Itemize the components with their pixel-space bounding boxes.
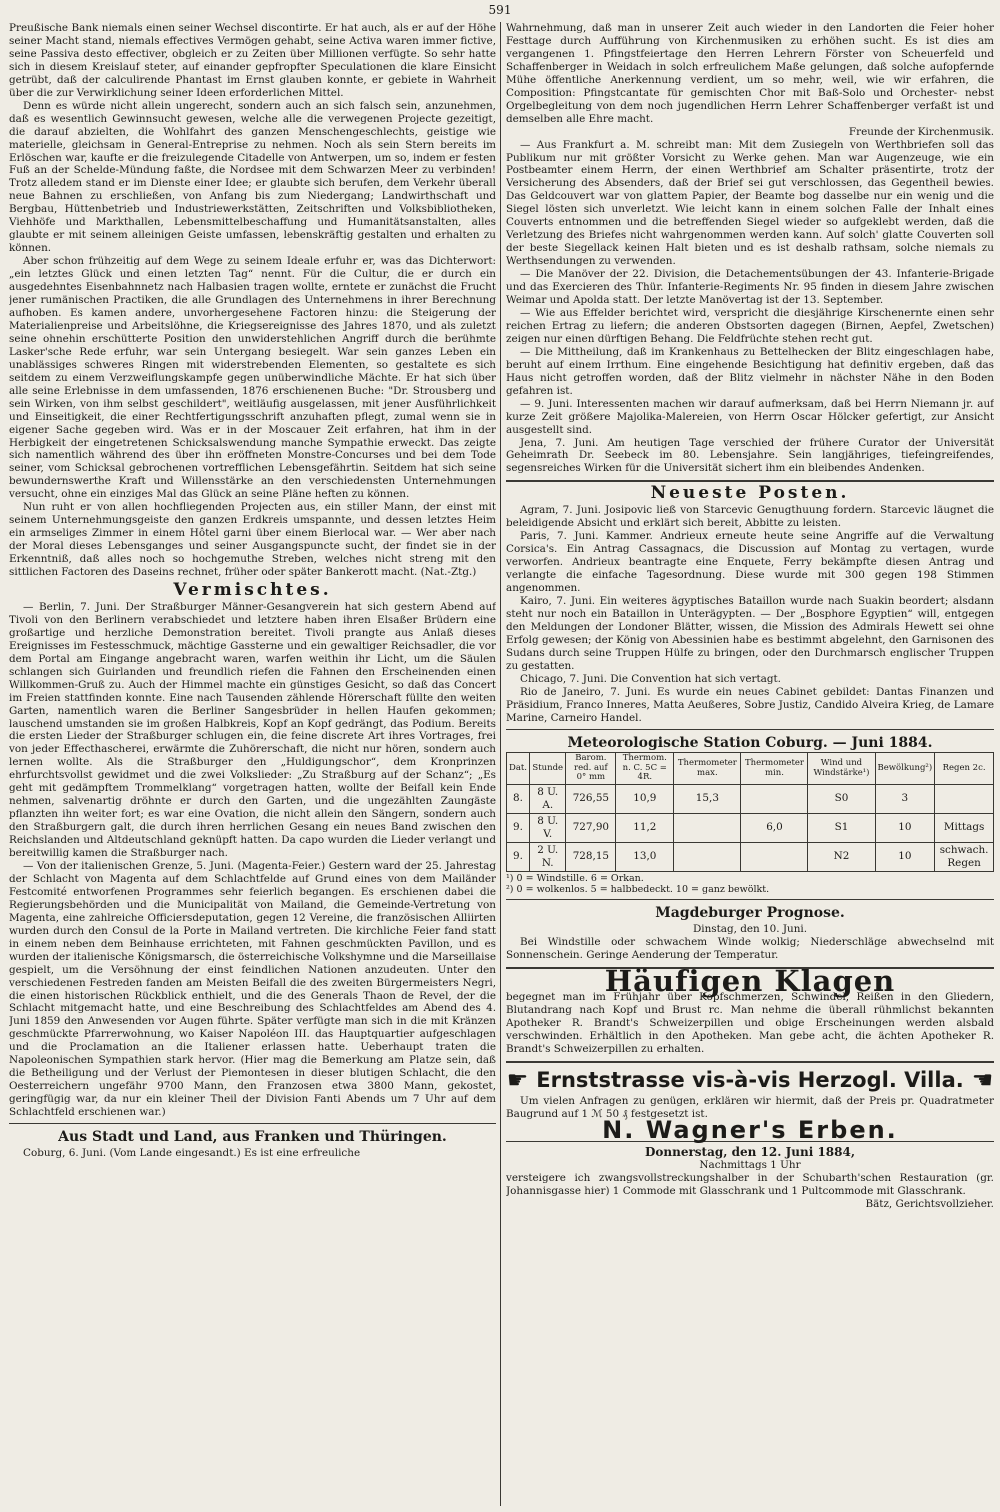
divider (506, 480, 994, 482)
auction-date: Donnerstag, den 12. Juni 1884, (644, 1145, 856, 1160)
prognose-heading: Magdeburger Prognose. (655, 904, 845, 921)
column-header: Barom. red. auf 0° mm (566, 753, 616, 785)
news-item: Coburg, 6. Juni. (Vom Lande eingesandt.) Es ist eine erfreuliche (23, 1147, 361, 1160)
news-item: Chicago, 7. Juni. Die Convention hat sich vertagt. (520, 672, 781, 685)
weather-note: ²) 0 = wolkenlos. 5 = halbbedeckt. 10 = ganz bewölkt. (506, 883, 770, 895)
table-cell: 15,3 (674, 784, 741, 813)
column-header: Thermometer max. (674, 753, 741, 785)
article-paragraph: Preußische Bank niemals einen seiner Wechsel discontirte. Er hat auch, als er auf der Höhe seiner Macht stand, niemals effectives Vermögen gehabt, seine Activa waren immer fictive, seine Passiva desto effectiver, obgleich er zu Zeiten über Millionen verfügte. So sehr hatte sich in diesem Kreislauf steter, auf einander gepfropfter Speculationen die klare Einsicht getrübt, daß der calculirende Phantast im Ernst glauben konnte, er gebiete in Wahrheit über die zur Verwirklichung seiner Ideen erforderlichen Mittel. (9, 22, 496, 99)
table-cell: 11,2 (616, 813, 674, 842)
table-cell: 726,55 (566, 784, 616, 813)
news-item: — Von der italienischen Grenze, 5. Juni. (Magenta-Feier.) Gestern ward der 25. Jahrestag der Schlacht von Magenta auf dem Schlachtfelde auf Grund eines von dem Mailänder Festcomité entworfenen Programmes sehr feierlich begangen. Es erschienen dabei die Regierungsbehörden und die Municipalität von Mailand, die Gemeinde-Vertretung von Magenta, eine zahlreiche Officiersdeputation, gegen 12 Vereine, die französischen Alliirten wurden durch den Consul de la Porte in Mailand vertreten. Die kirchliche Feier fand statt in einem neben dem Beinhause errichteten, mit Fahnen geschmückten Pavillon, und es wurden der italienische Königsmarsch, die österreichische Volkshymne und die Marseillaise gespielt, um die Versöhnung der einst feindlichen Nationen anzudeuten. Unter den verschiedenen Festreden fanden am Meisten Beifall die des zweiten Bürgermeisters Negri, die einen historischen Rückblick enthielt, und die des Generals Thaon de Revel, der die Schlacht mitgemacht hatte, und eine Beschreibung des Schlachtfeldes am Abend des 4. Juni 1859 den Anwesenden vor Augen führte. Später verfügte man sich in die mit Kränzen geschmückte Pfarrerwohnung, wo Kaiser Napoléon III. das Hauptquartier aufgeschlagen und die Proclamation an die Italiener erlassen hatte. Ueberhaupt traten die Napoleonischen Sympathien stark hervor. (Hier mag die Bemerkung am Platze sein, daß die Betheiligung und der Verlust der Piemontesen in dieser blutigen Schlacht, die den Oesterreichern ungefähr 9700 Mann, den Franzosen etwa 3800 Mann, gekostet, geringfügig war, da nur ein kleiner Theil der Division Fanti Abends um 7 Uhr auf dem Schlachtfeld erschienen war.) (9, 860, 496, 1119)
news-item: — 9. Juni. Interessenten machen wir darauf aufmerksam, daß bei Herrn Niemann jr. auf kurze Zeit größere Majolika-Malereien, von Herrn Oscar Hölcker gefertigt, zur Ansicht ausgestellt sind. (506, 397, 994, 436)
column-header: Dat. (507, 753, 530, 785)
table-cell: 10,9 (616, 784, 674, 813)
table-cell: 8 U. V. (530, 813, 566, 842)
ad-headline-klagen: Häufigen Klagen (604, 963, 896, 998)
table-cell: S0 (808, 784, 875, 813)
divider (506, 899, 994, 900)
ad-headline-ernststrasse: Ernststrasse vis-à-vis Herzogl. Villa. (536, 1067, 964, 1092)
article-paragraph: Denn es würde nicht allein ungerecht, sondern auch an sich falsch sein, anzunehmen, daß es wesentlich Gewinnsucht gewesen, welche alle die verwegenen Projecte gezeitigt, die darauf abzielten, die Wohlfahrt des ganzen Menschengeschlechts, geistige wie materielle, gleichsam in General-Entreprise zu nehmen. Noch als sein Stern bereits im Erlöschen war, kaufte er die freizulegende Citadelle von Antwerpen, um so, indem er festen Fuß an der Schelde-Mündung faßte, die Nordsee mit dem Schwarzen Meer zu verbinden! Trotz alledem stand er im Dienste einer Idee; er glaubte sich berufen, dem Verkehr überall neue Bahnen zu erschließen, von Anfang bis zum Niedergang; Landwirthschaft und Bergbau, Hüttenbetrieb und Industriewerkstätten, Zeitschriften und Volksbibliotheken, Viehhöfe und Markthallen, Lebensmittelbeschaffung und Humanitätsanstalten, alles glaubte er mit seinem alleinigen Geiste umfassen, lebenskräftig gestalten und erhalten zu können. (9, 99, 496, 255)
table-cell: 9. (507, 813, 530, 842)
column-rule (500, 22, 501, 1506)
ad-text: begegnet man im Frühjahr über Kopfschmerzen, Schwindel, Reißen in den Gliedern, Blutandrang nach Kopf und Brust rc. Man nehme die überall rühmlichst bekannten Apotheker R. Brandt's Schweizerpillen und obige Erscheinungen werden alsbald verschwinden. Erhältlich in den Apotheken. Man gebe acht, die ächten Apotheker R. Brandt's Schweizerpillen zu erhalten. (506, 991, 994, 1056)
ad-text: Um vielen Anfragen zu genügen, erklären wir hiermit, daß der Preis pr. Quadratmeter Baugrund auf 1 ℳ 50 ₰ festgesetzt ist. (506, 1095, 994, 1121)
auction-text: versteigere ich zwangsvollstreckungshalber in der Schubarth'schen Restauration (gr. Johannisgasse hier) 1 Commode mit Glasschrank und 1 Pultcommode mit Glasschrank. (506, 1171, 994, 1197)
table-cell: 727,90 (566, 813, 616, 842)
weather-table (506, 752, 994, 871)
prognose-date: Dinstag, den 10. Juni. (692, 922, 808, 935)
weather-note: ¹) 0 = Windstille. 6 = Orkan. (506, 872, 644, 884)
table-cell (674, 842, 741, 871)
article-signature: Freunde der Kirchenmusik. (848, 125, 994, 138)
table-cell: Mittags (935, 813, 994, 842)
divider (506, 729, 994, 730)
right-column (506, 22, 994, 1506)
news-item: — Aus Frankfurt a. M. schreibt man: Mit dem Zusiegeln von Werthbriefen soll das Publikum nur mit größter Vorsicht zu Werke gehen. Man war Augenzeuge, wie ein Postbeamter einem Herrn, der einen Werthbrief am Schalter präsentirte, trotz der Versicherung des Absenders, daß der Brief sei gut verschlossen, das Gegentheil bewies. Das Geldcouvert war von glattem Papier, der Beamte bog dasselbe nur ein wenig und die Siegel lösten sich unverletzt. Wie leicht kann in einem solchen Falle der Inhalt eines Couverts entnommen und die betreffenden Siegel wieder so aufgeklebt werden, daß die Verletzung des Briefes nicht wahrgenommen werden kann. Auf solch' glatte Couverten soll der beste Siegellack keinen Halt bieten und es ist deshalb rathsam, solche niemals zu Werthsendungen zu verwenden. (506, 138, 994, 268)
column-header: Regen 2c. (935, 753, 994, 785)
table-cell: 10 (875, 813, 935, 842)
table-cell: schwach. Regen (935, 842, 994, 871)
news-item: Agram, 7. Juni. Josipovic ließ von Starcevic Genugthuung fordern. Starcevic läugnet die beleidigende Absicht und erklärt sich bereit, Abbitte zu leisten. (506, 504, 994, 530)
table-cell: S1 (808, 813, 875, 842)
article-paragraph: Aber schon frühzeitig auf dem Wege zu seinem Ideale erfuhr er, was das Dichterwort: „ein letztes Glück und einen letzten Tag“ nennt. Für die Cultur, die er durch ein ausgedehntes Eisenbahnnetz nach Halbasien tragen wollte, erntete er zunächst die Frucht jener rumänischen Practiken, die alle Grundlagen des Unternehmens in ihrer Berechnung aufhoben. Es kamen andere, unvorhergesehene Factoren hinzu: die Steigerung der Materialienpreise und Arbeitslöhne, die Kriegsereignisse des Jahres 1870, und als zuletzt seine ohnehin erschütterte Position den unwiderstehlichen Angriff durch die berühmte Lasker'sche Rede erfuhr, war sein Untergang besiegelt. War sein ganzes Leben ein unablässiges schweres Ringen mit widerstrebenden Elementen, so gestaltete es sich seitdem zu einem Verzweiflungskampfe gegen unüberwindliche Mächte. Er hat sich über alle seine Erlebnisse in dem umfassenden, 1876 erschienenen Buche: "Dr. Strousberg und sein Wirken, von ihm selbst geschildert", weitläufig ausgelassen, mit jener Ausführlichkeit und Einseitigkeit, die einer Rechtfertigungsschrift anzuhaften pflegt, zumal wenn sie in eigener Sache gegeben wird. Was er in der Moscauer Zeit erfahren, hat ihm in der Herbigkeit der eingetretenen Schicksalswendung manche Sympathie erweckt. Das zeigte sich namentlich während des über ihn eröffneten Monstre-Concurses und bei dem Tode seiner, vom Schicksal gebrochenen vortrefflichen Lebensgefährtin. Seitdem hat sich seine bewundernswerthe Kraft und Willensstärke an den verschiedensten Unternehmungen versucht, ohne ein einziges Mal das Glück an seine Pläne heften zu können. (9, 255, 496, 501)
auction-signature: Bätz, Gerichtsvollzieher. (865, 1197, 994, 1210)
pointing-hand-right-icon: ☛ (506, 1066, 529, 1095)
divider (9, 1123, 496, 1124)
news-item: Paris, 7. Juni. Kammer. Andrieux erneute heute seine Angriffe auf die Verwaltung Corsica's. Ein Antrag Cassagnacs, die Discussion auf Montag zu vertagen, wurde verworfen. Andrieux beantragte eine Enquete, Ferry bekämpfte diesen Antrag und verlangte die einfache Tagesordnung. Diese wurde mit 300 gegen 198 Stimmen angenommen. (506, 530, 994, 595)
column-header: Thermom. n. C. 5C = 4R. (616, 753, 674, 785)
table-cell (741, 784, 808, 813)
news-item: Kairo, 7. Juni. Ein weiteres ägyptisches Bataillon wurde nach Suakin beordert; alsdann steht nur noch ein Bataillon in Unterägypten. — Der „Bosphore Egyptien“ will, entgegen den Meldungen der Londoner Blätter, wissen, die Mission des Admirals Hewett sei ohne Erfolg gewesen; der König von Abessinien habe es bestimmt abgelehnt, den Garnisonen des Sudans durch seine Truppen Hülfe zu bringen, oder den Durchmarsch englischer Truppen zu gestatten. (506, 594, 994, 672)
column-header: Wind und Windstärke¹) (808, 753, 875, 785)
table-cell: 6,0 (741, 813, 808, 842)
table-cell: 10 (875, 842, 935, 871)
section-heading-neueste-posten: Neueste Posten. (650, 483, 850, 504)
table-cell: 2 U. N. (530, 842, 566, 871)
table-cell: 8. (507, 784, 530, 813)
table-row (507, 813, 994, 842)
pointing-hand-left-icon: ☚ (971, 1066, 994, 1095)
table-cell: 3 (875, 784, 935, 813)
article-paragraph: Nun ruht er von allen hochfliegenden Projecten aus, ein stiller Mann, der einst mit seinem Unternehmungsgeiste den ganzen Erdkreis umspannte, und dessen letztes Heim ein armseliges Zimmer in einem Hôtel garni über einem Bierlocal war. — Wer aber nach der Moral dieses Lebensganges und seiner Ausgangspuncte sucht, der findet sie in der Erkenntniß, daß alles noch so hochgemuthe Streben, welches nicht streng mit den sittlichen Factoren des Daseins rechnet, früher oder später Bankerott macht. (Nat.-Ztg.) (9, 501, 496, 579)
table-cell: N2 (808, 842, 875, 871)
news-item: Rio de Janeiro, 7. Juni. Es wurde ein neues Cabinet gebildet: Dantas Finanzen und Präsidium, Franco Inneres, Matta Aeußeres, Sobre Justiz, Candido Alveira Krieg, de Lamare Marine, Carneiro Handel. (506, 685, 994, 724)
divider (506, 1061, 994, 1063)
prognose-text: Bei Windstille oder schwachem Winde wolkig; Niederschläge abwechselnd mit Sonnenschein. Geringe Aenderung der Temperatur. (506, 935, 994, 961)
news-item: — Berlin, 7. Juni. Der Straßburger Männer-Gesangverein hat sich gestern Abend auf Tivoli von den Berlinern verabschiedet und letztere haben ihren Elsaßer Brüdern eine großartige und herzliche Demonstration bereitet. Tivoli prangte aus Anlaß dieses Ereignisses im Festesschmuck, mächtige Gassterne und ein gewaltiger Reichsadler, die vor dem Portal am Eingange angebracht waren, warfen weithin ihr Licht, um die Säulen schlangen sich Guirlanden und freundlich riefen die Fahnen den Erscheinenden einen Willkommen-Gruß zu. Auch der Himmel machte ein günstiges Gesicht, so daß das Concert im Freien stattfinden konnte. Eine nach Tausenden zählende Hörerschaft füllte den weiten Garten, namentlich waren die Berliner Sangesbrüder in hellen Haufen gekommen; lauschend umstanden sie im großen Halbkreis, Kopf an Kopf gedrängt, das Podium. Bereits die ersten Lieder der Straßburger schlugen ein, die feine discrete Art ihres Vortrages, frei von jeder Effecthascherei, erwärmte die Zuhörerschaft, die nicht nur hören, sondern auch lernen wollte. Als die Straßburger den „Huldigungschor“, dem Kronprinzen ehrfurchtsvollst gewidmet und die zwei Volkslieder: „Zu Straßburg auf der Schanz“; „Es geht mit gedämpftem Trommelklang“ vorgetragen hatten, wollte der Beifall kein Ende nehmen, salvenartig dröhnte er durch den Garten, und die ungezählten Zaungäste pflanzten ihn weiter fort; es war eine Ovation, die nicht allein den Sängern, sondern auch den Straßburgern galt, die durch ihren herrlichen Gesang ein neues Band zwischen den Reichslanden und Altdeutschland geknüpft hatten. Da capo wurden die Lieder verlangt und bereitwillig kamen die Straßburger nach. (9, 600, 496, 860)
table-cell (935, 784, 994, 813)
table-row (507, 842, 994, 871)
news-item: — Die Mittheilung, daß im Krankenhaus zu Bettelhecken der Blitz eingeschlagen habe, beruht auf einem Irrthum. Eine eingehende Besichtigung hat definitiv ergeben, daß das Haus nicht getroffen worden, daß der Blitz vielmehr in nächster Nähe in den Boden gefahren ist. (506, 345, 994, 397)
table-cell: 9. (507, 842, 530, 871)
weather-table-header (507, 753, 994, 785)
column-header: Thermometer min. (741, 753, 808, 785)
column-header: Stunde (530, 753, 566, 785)
news-item: — Wie aus Effelder berichtet wird, verspricht die diesjährige Kirschenernte einen sehr reichen Ertrag zu liefern; die anderen Obstsorten dagegen (Birnen, Aepfel, Zwetschen) zeigen nur einen dürftigen Behang. Die Feldfrüchte stehen recht gut. (506, 306, 994, 345)
news-item: Jena, 7. Juni. Am heutigen Tage verschied der frühere Curator der Universität Geheimrath Dr. Seebeck im 80. Lebensjahre. Sein langjähriges, tiefeingreifendes, segensreiches Wirken für die Universität sichert ihm ein bleibendes Andenken. (506, 436, 994, 475)
left-column (9, 22, 496, 1506)
column-header: Bewölkung²) (875, 753, 935, 785)
section-heading-aus-stadt: Aus Stadt und Land, aus Franken und Thüringen. (58, 1129, 447, 1146)
news-item: — Die Manöver der 22. Division, die Detachementsübungen der 43. Infanterie-Brigade und das Exercieren des Thür. Infanterie-Regiments Nr. 95 finden in diesem Jahre zwischen Weimar und Apolda statt. Der letzte Manövertag ist der 13. September. (506, 268, 994, 307)
table-row (507, 784, 994, 813)
weather-heading: Meteorologische Station Coburg. — Juni 1884. (567, 734, 933, 751)
table-cell: 8 U. A. (530, 784, 566, 813)
auction-time: Nachmittags 1 Uhr (699, 1159, 801, 1172)
table-cell: 728,15 (566, 842, 616, 871)
ad-baugrund-headline-row (506, 1066, 994, 1095)
table-cell (674, 813, 741, 842)
table-cell (741, 842, 808, 871)
page-number: 591 (488, 3, 512, 17)
section-heading-vermischtes: Vermischtes. (173, 579, 332, 600)
article-paragraph: Wahrnehmung, daß man in unserer Zeit auch wieder in den Landorten die Feier hoher Festtage durch Aufführung von Kirchenmusiken zu erhöhen sucht. Es ist dies am vergangenen 1. Pfingstfeiertage den Herren Lehrern Förster von Scheuerfeld und Schaffenberger in Weidach in solch erfreulichem Maße gelungen, daß solche aufopfernde Mühe öffentliche Anerkennung verdient, um so mehr, weil, wie wir erfahren, die Composition: Pfingstcantate für gemischten Chor mit Baß-Solo und Orchester- nebst Orgelbegleitung von dem noch jugendlichen Herrn Lehrer Schaffenberger verfaßt ist und demselben alle Ehre macht. (506, 22, 994, 125)
ad-firm-name: N. Wagner's Erben. (602, 1116, 898, 1145)
table-cell: 13,0 (616, 842, 674, 871)
